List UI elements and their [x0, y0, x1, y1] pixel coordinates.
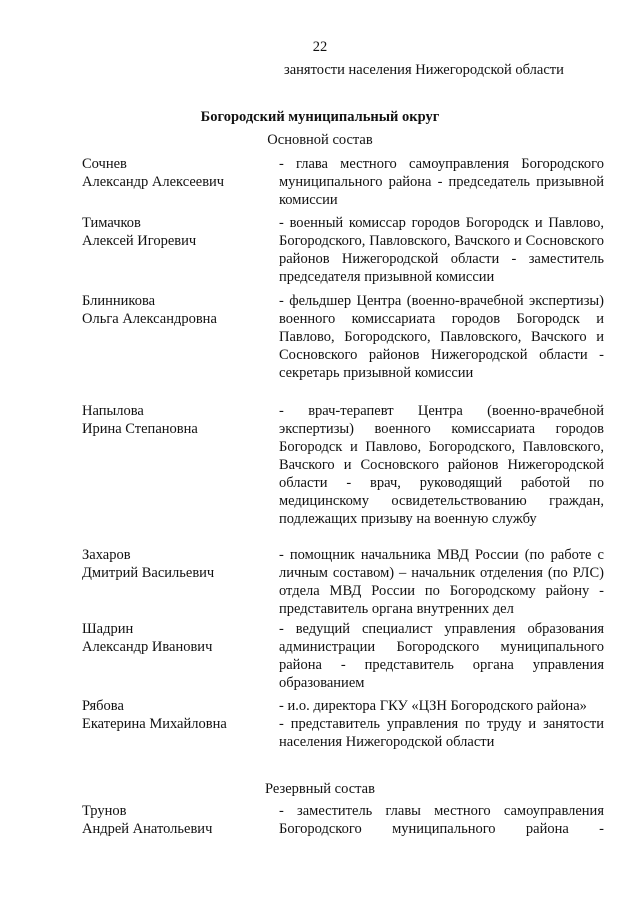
- role-line: - ведущий специалист управления образования администрации Богородского муниципального района - представитель органа управления образованием: [279, 621, 604, 691]
- member-name: [82, 214, 272, 250]
- member-surname: Захаров: [82, 547, 131, 563]
- member-name: [82, 402, 272, 438]
- main-section-title: Основной состав: [267, 132, 373, 148]
- page-number: 22: [312, 39, 328, 55]
- member-given-names: Александр Иванович: [82, 639, 213, 655]
- member-surname: Тимачков: [82, 215, 141, 231]
- member-name: [82, 620, 272, 656]
- member-given-names: Андрей Анатольевич: [82, 821, 213, 837]
- member-role: [279, 546, 604, 618]
- district-title: Богородский муниципальный округ: [200, 109, 440, 125]
- member-name: [82, 802, 272, 838]
- member-role: [279, 802, 604, 838]
- member-role: [279, 155, 604, 209]
- role-line: - представитель управления по труду и занятости населения Нижегородской области: [279, 716, 604, 750]
- role-line: - глава местного самоуправления Богородского муниципального района - председатель призывной комиссии: [279, 156, 604, 208]
- member-name: [82, 292, 272, 328]
- role-line: - и.о. директора ГКУ «ЦЗН Богородского района»: [279, 698, 587, 714]
- role-line: - помощник начальника МВД России (по работе с личным составом) – начальник отделения (по РЛС) отдела МВД России по Богородскому району - представитель органа внутренних дел: [279, 547, 604, 617]
- member-role: [279, 402, 604, 528]
- member-surname: Трунов: [82, 803, 127, 819]
- role-line: - заместитель главы местного самоуправления Богородского муниципального района -: [279, 803, 604, 837]
- member-name: [82, 155, 272, 191]
- member-surname: Сочнев: [82, 156, 127, 172]
- continuation-text: занятости населения Нижегородской области: [284, 62, 564, 78]
- role-line: - военный комиссар городов Богородск и Павлово, Богородского, Павловского, Вачского и Сосновского районов Нижегородской области - заместитель председателя призывной комиссии: [279, 215, 604, 285]
- member-given-names: Алексей Игоревич: [82, 233, 197, 249]
- member-given-names: Екатерина Михайловна: [82, 716, 227, 732]
- member-name: [82, 697, 272, 733]
- member-given-names: Александр Алексеевич: [82, 174, 225, 190]
- member-role: [279, 620, 604, 692]
- member-surname: Напылова: [82, 403, 144, 419]
- role-line: - фельдшер Центра (военно-врачебной экспертизы) военного комиссариата городов Богородск и Павлово, Богородского, Павловского, Вачского и Сосновского районов Нижегородской области - секретарь призывной комиссии: [279, 293, 604, 381]
- member-name: [82, 546, 272, 582]
- member-surname: Шадрин: [82, 621, 134, 637]
- member-given-names: Ольга Александровна: [82, 311, 217, 327]
- member-role: [279, 214, 604, 286]
- role-line: - врач-терапевт Центра (военно-врачебной экспертизы) военного комиссариата городов Богородск и Павлово, Богородского, Павловского, Вачского и Сосновского районов Нижегородской области - врач, руководящий работой по медицинскому освидетельствованию граждан, подлежащих призыву на военную службу: [279, 403, 604, 527]
- member-role: [279, 292, 604, 382]
- member-given-names: Дмитрий Васильевич: [82, 565, 215, 581]
- member-role: [279, 697, 604, 751]
- member-surname: Блинникова: [82, 293, 156, 309]
- member-given-names: Ирина Степановна: [82, 421, 198, 437]
- member-surname: Рябова: [82, 698, 124, 714]
- reserve-section-title: Резервный состав: [265, 781, 375, 797]
